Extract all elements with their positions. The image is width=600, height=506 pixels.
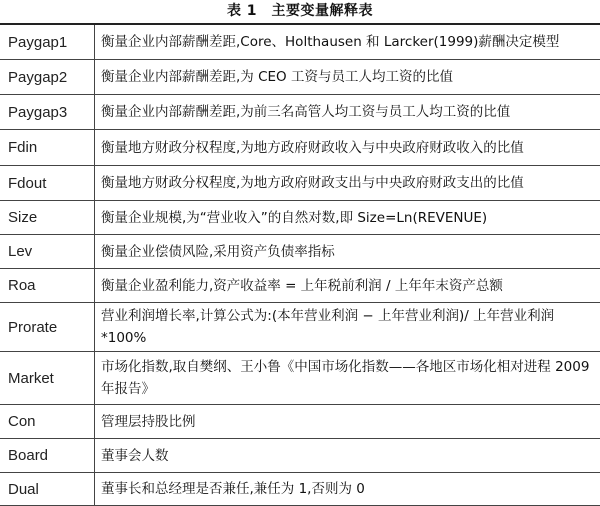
variable-description: 衡量企业内部薪酬差距,为 CEO 工资与员工人均工资的比值	[95, 60, 600, 95]
variable-table	[0, 23, 600, 506]
variable-name: Prorate	[0, 303, 95, 352]
variable-description: 市场化指数,取自樊纲、王小鲁《中国市场化指数——各地区市场化相对进程 2009 年报告》	[95, 352, 600, 405]
variable-description: 衡量企业盈利能力,资产收益率 = 上年税前利润 / 上年年末资产总额	[95, 269, 600, 303]
variable-description: 管理层持股比例	[95, 405, 600, 439]
variable-name: Paygap2	[0, 60, 95, 95]
variable-name: Dual	[0, 473, 95, 506]
variable-name: Size	[0, 201, 95, 235]
variable-description: 董事会人数	[95, 439, 600, 473]
variable-description: 衡量企业内部薪酬差距,为前三名高管人均工资与员工人均工资的比值	[95, 95, 600, 130]
table-row	[0, 60, 600, 95]
table-row	[0, 439, 600, 473]
variable-description: 董事长和总经理是否兼任,兼任为 1,否则为 0	[95, 473, 600, 506]
variable-description: 衡量企业偿债风险,采用资产负债率指标	[95, 235, 600, 269]
variable-name: Market	[0, 352, 95, 405]
variable-description: 衡量企业规模,为“营业收入”的自然对数,即 Size=Ln(REVENUE)	[95, 201, 600, 235]
variable-description: 衡量地方财政分权程度,为地方政府财政收入与中央政府财政收入的比值	[95, 130, 600, 166]
variable-name: Fdout	[0, 166, 95, 201]
table-caption: 表 1 主要变量解释表	[0, 0, 600, 23]
variable-name: Lev	[0, 235, 95, 269]
table-row	[0, 352, 600, 405]
variable-description: 衡量企业内部薪酬差距,Core、Holthausen 和 Larcker(1999)薪酬决定模型	[95, 24, 600, 60]
table-row	[0, 303, 600, 352]
variable-name: Con	[0, 405, 95, 439]
table-row	[0, 405, 600, 439]
table-row	[0, 24, 600, 60]
variable-name: Roa	[0, 269, 95, 303]
table-row	[0, 166, 600, 201]
variable-name: Fdin	[0, 130, 95, 166]
table-row	[0, 130, 600, 166]
table-row	[0, 269, 600, 303]
table-row	[0, 473, 600, 506]
variable-description: 衡量地方财政分权程度,为地方政府财政支出与中央政府财政支出的比值	[95, 166, 600, 201]
table-row	[0, 95, 600, 130]
variable-name: Paygap1	[0, 24, 95, 60]
table-row	[0, 201, 600, 235]
variable-name: Paygap3	[0, 95, 95, 130]
variable-description: 营业利润增长率,计算公式为:(本年营业利润 − 上年营业利润)/ 上年营业利润 *100%	[95, 303, 600, 352]
variable-name: Board	[0, 439, 95, 473]
table-row	[0, 235, 600, 269]
